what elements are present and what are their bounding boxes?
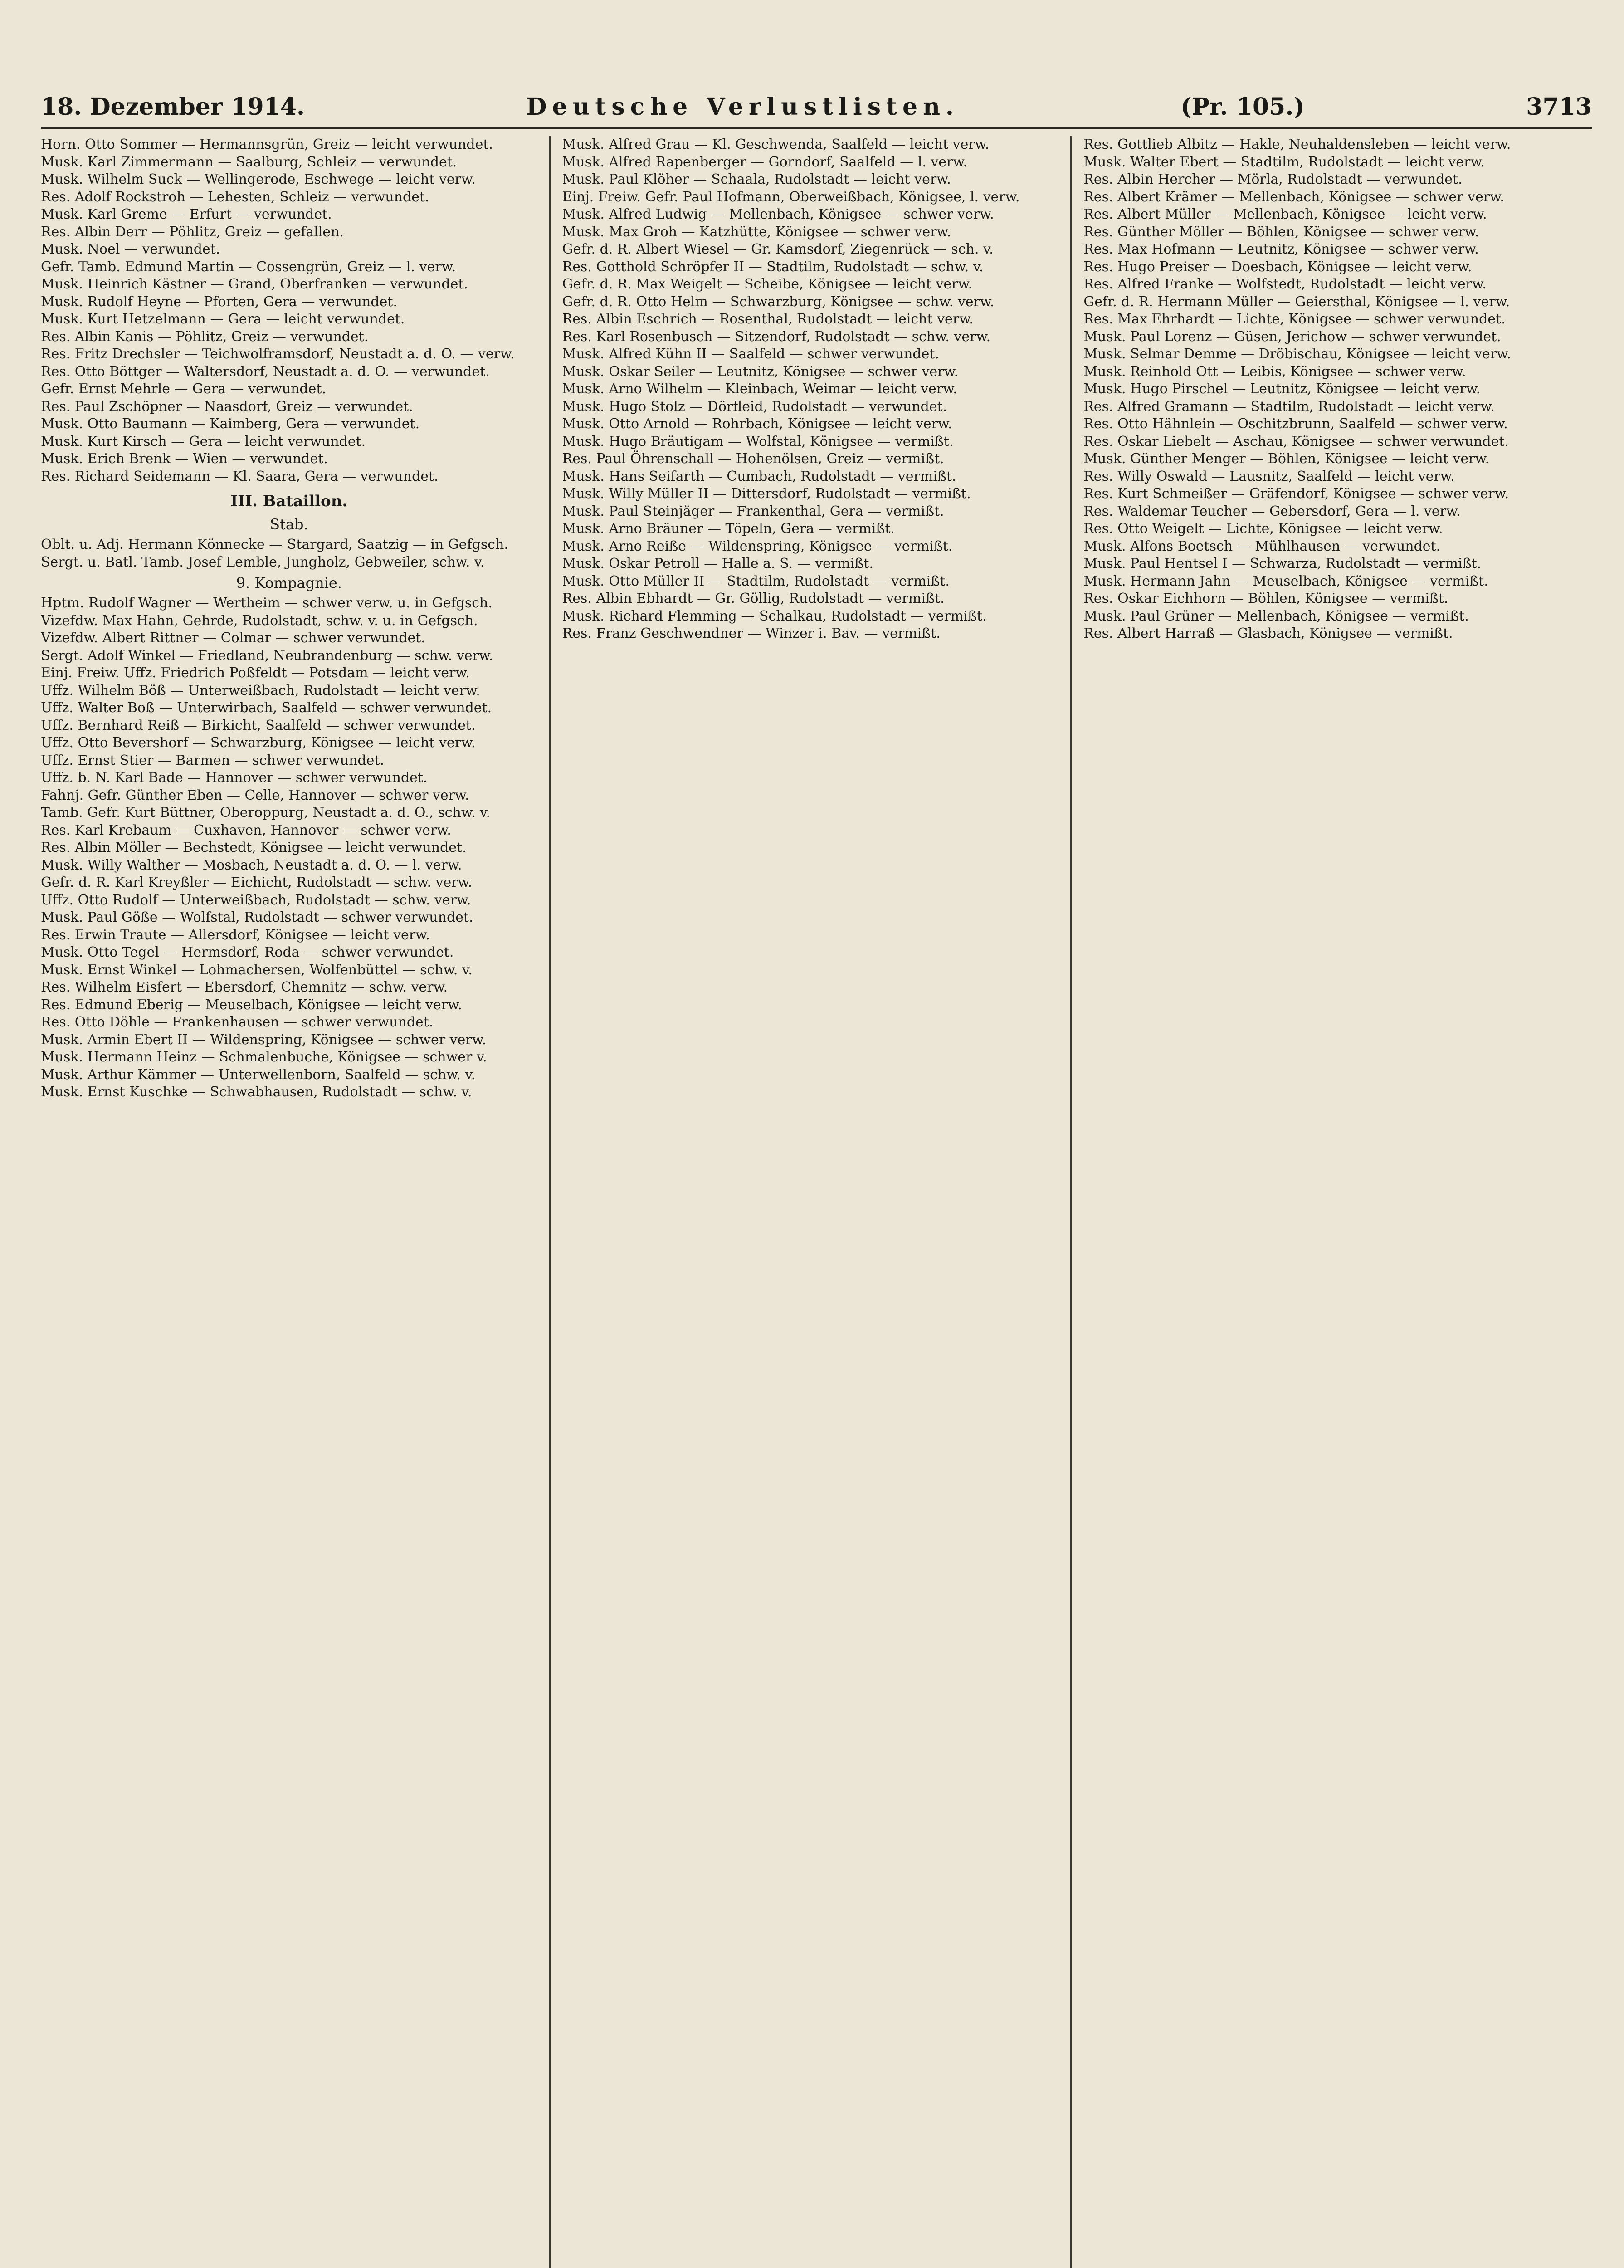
casualty-entry: Musk. Arno Bräuner — Töpeln, Gera — vermißt. <box>562 521 895 537</box>
casualty-entry: Res. Albert Harraß — Glasbach, Königsee — vermißt. <box>1083 626 1453 641</box>
casualty-entry: Res. Albin Eschrich — Rosenthal, Rudolstadt — leicht verw. <box>562 311 974 327</box>
casualty-entry: Musk. Arno Wilhelm — Kleinbach, Weimar — leicht verw. <box>562 381 957 397</box>
casualty-entry: Musk. Paul Klöher — Schaala, Rudolstadt — leicht verw. <box>562 171 951 187</box>
header-title: Deutsche Verlustlisten. <box>526 93 960 121</box>
casualty-entry: Gefr. d. R. Max Weigelt — Scheibe, Königsee — leicht verw. <box>562 276 973 292</box>
casualty-entry: Uffz. Bernhard Reiß — Birkicht, Saalfeld — schwer verwundet. <box>41 717 476 733</box>
casualty-entry: Musk. Kurt Hetzelmann — Gera — leicht verwundet. <box>41 311 405 327</box>
column-2 <box>551 136 1072 2268</box>
casualty-entry: Res. Oskar Eichhorn — Böhlen, Königsee — vermißt. <box>1083 591 1448 606</box>
casualty-entry: Musk. Willy Müller II — Dittersdorf, Rudolstadt — vermißt. <box>562 486 971 502</box>
casualty-entry: Musk. Selmar Demme — Dröbischau, Königsee — leicht verw. <box>1083 346 1511 362</box>
casualty-entry: Musk. Alfons Boetsch — Mühlhausen — verwundet. <box>1083 538 1441 554</box>
casualty-entry: Oblt. u. Adj. Hermann Könnecke — Stargard, Saatzig — in Gefgsch. <box>41 537 508 552</box>
section-subheading: Stab. <box>270 516 308 533</box>
casualty-entry: Musk. Wilhelm Suck — Wellingerode, Eschwege — leicht verw. <box>41 171 476 187</box>
casualty-entry: Musk. Ernst Kuschke — Schwabhausen, Rudolstadt — schw. v. <box>41 1084 472 1100</box>
casualty-entry: Res. Gottlieb Albitz — Hakle, Neuhaldensleben — leicht verw. <box>1083 137 1511 152</box>
casualty-entry: Musk. Alfred Rapenberger — Gorndorf, Saalfeld — l. verw. <box>562 154 968 170</box>
casualty-entry: Musk. Heinrich Kästner — Grand, Oberfranken — verwundet. <box>41 276 468 292</box>
casualty-entry: Musk. Otto Arnold — Rohrbach, Königsee — leicht verw. <box>562 416 952 432</box>
casualty-entry: Gefr. d. R. Karl Kreyßler — Eichicht, Rudolstadt — schw. verw. <box>41 875 473 890</box>
casualty-entry: Uffz. Otto Bevershorf — Schwarzburg, Königsee — leicht verw. <box>41 735 476 751</box>
casualty-entry: Res. Günther Möller — Böhlen, Königsee — schwer verw. <box>1083 224 1479 240</box>
casualty-entry: Musk. Noel — verwundet. <box>41 241 220 257</box>
casualty-entry: Res. Hugo Preiser — Doesbach, Königsee — leicht verw. <box>1083 259 1472 275</box>
column-3 <box>1072 136 1592 2268</box>
casualty-entry: Musk. Karl Greme — Erfurt — verwundet. <box>41 206 332 222</box>
casualty-entry: Res. Otto Döhle — Frankenhausen — schwer verwundet. <box>41 1014 434 1030</box>
casualty-entry: Musk. Paul Lorenz — Güsen, Jerichow — schwer verwundet. <box>1083 328 1501 345</box>
casualty-entry: Einj. Freiw. Gefr. Paul Hofmann, Oberweißbach, Königsee, l. verw. <box>562 189 1020 205</box>
casualty-entry: Einj. Freiw. Uffz. Friedrich Poßfeldt — Potsdam — leicht verw. <box>41 665 470 681</box>
casualty-entry: Musk. Kurt Kirsch — Gera — leicht verwundet. <box>41 433 366 450</box>
casualty-entry: Res. Oskar Liebelt — Aschau, Königsee — schwer verwundet. <box>1083 433 1509 450</box>
casualty-entry: Musk. Hermann Heinz — Schmalenbuche, Königsee — schwer v. <box>41 1049 487 1065</box>
casualty-entry: Gefr. d. R. Hermann Müller — Geiersthal, Königsee — l. verw. <box>1083 293 1510 310</box>
casualty-entry: Musk. Erich Brenk — Wien — verwundet. <box>41 451 328 467</box>
casualty-entry: Res. Wilhelm Eisfert — Ebersdorf, Chemnitz — schw. verw. <box>41 979 448 995</box>
casualty-entry: Sergt. Adolf Winkel — Friedland, Neubrandenburg — schw. verw. <box>41 647 493 664</box>
page-header <box>41 86 1592 129</box>
casualty-entry: Res. Edmund Eberig — Meuselbach, Königsee — leicht verw. <box>41 997 462 1013</box>
casualty-entry: Musk. Hugo Stolz — Dörfleid, Rudolstadt — verwundet. <box>562 398 947 415</box>
casualty-entry: Uffz. Otto Rudolf — Unterweißbach, Rudolstadt — schw. verw. <box>41 892 471 908</box>
casualty-entry: Res. Waldemar Teucher — Gebersdorf, Gera — l. verw. <box>1083 503 1461 519</box>
casualty-entry: Musk. Arno Reiße — Wildenspring, Königsee — vermißt. <box>562 538 953 554</box>
casualty-entry: Uffz. Wilhelm Böß — Unterweißbach, Rudolstadt — leicht verw. <box>41 682 480 699</box>
casualty-entry: Musk. Richard Flemming — Schalkau, Rudolstadt — vermißt. <box>562 608 987 624</box>
casualty-entry: Res. Otto Hähnlein — Oschitzbrunn, Saalfeld — schwer verw. <box>1083 416 1508 432</box>
casualty-entry: Musk. Oskar Petroll — Halle a. S. — vermißt. <box>562 556 873 572</box>
text-columns <box>41 136 1592 2268</box>
casualty-entry: Hptm. Rudolf Wagner — Wertheim — schwer verw. u. in Gefgsch. <box>41 595 493 611</box>
casualty-entry: Musk. Alfred Grau — Kl. Geschwenda, Saalfeld — leicht verw. <box>562 137 990 152</box>
casualty-entry: Musk. Otto Baumann — Kaimberg, Gera — verwundet. <box>41 416 420 432</box>
casualty-entry: Res. Adolf Rockstroh — Lehesten, Schleiz — verwundet. <box>41 189 429 205</box>
casualty-entry: Musk. Otto Tegel — Hermsdorf, Roda — schwer verwundet. <box>41 944 454 960</box>
casualty-entry: Musk. Hans Seifarth — Cumbach, Rudolstadt — vermißt. <box>562 468 956 484</box>
casualty-entry: Gefr. Tamb. Edmund Martin — Cossengrün, Greiz — l. verw. <box>41 259 456 275</box>
casualty-entry: Musk. Rudolf Heyne — Pforten, Gera — verwundet. <box>41 293 397 310</box>
casualty-entry: Res. Max Hofmann — Leutnitz, Königsee — schwer verw. <box>1083 241 1479 257</box>
casualty-entry: Musk. Günther Menger — Böhlen, Königsee — leicht verw. <box>1083 451 1490 467</box>
casualty-entry: Musk. Otto Müller II — Stadtilm, Rudolstadt — vermißt. <box>562 573 950 589</box>
casualty-entry: Musk. Paul Göße — Wolfstal, Rudolstadt — schwer verwundet. <box>41 909 473 925</box>
section-heading: III. Bataillon. <box>230 492 348 510</box>
casualty-entry: Musk. Reinhold Ott — Leibis, Königsee — schwer verw. <box>1083 363 1466 380</box>
casualty-entry: Res. Alfred Franke — Wolfstedt, Rudolstadt — leicht verw. <box>1083 276 1487 292</box>
header-page-number: 3713 <box>1526 93 1592 121</box>
header-issue: (Pr. 105.) <box>1180 93 1305 121</box>
casualty-entry: Musk. Alfred Kühn II — Saalfeld — schwer verwundet. <box>562 346 939 362</box>
casualty-entry: Res. Albin Ebhardt — Gr. Göllig, Rudolstadt — vermißt. <box>562 591 945 606</box>
casualty-entry: Uffz. Ernst Stier — Barmen — schwer verwundet. <box>41 752 385 768</box>
casualty-entry: Res. Karl Rosenbusch — Sitzendorf, Rudolstadt — schw. verw. <box>562 328 991 345</box>
casualty-entry: Musk. Willy Walther — Mosbach, Neustadt a. d. O. — l. verw. <box>41 857 462 873</box>
casualty-entry: Musk. Oskar Seiler — Leutnitz, Königsee — schwer verw. <box>562 363 959 380</box>
casualty-entry: Res. Paul Öhrenschall — Hohenölsen, Greiz — vermißt. <box>562 451 944 467</box>
casualty-entry: Res. Albin Kanis — Pöhlitz, Greiz — verwundet. <box>41 328 369 345</box>
casualty-entry: Musk. Arthur Kämmer — Unterwellenborn, Saalfeld — schw. v. <box>41 1066 476 1083</box>
casualty-entry: Musk. Walter Ebert — Stadtilm, Rudolstadt — leicht verw. <box>1083 154 1485 170</box>
header-date: 18. Dezember 1914. <box>41 93 305 121</box>
casualty-entry: Res. Max Ehrhardt — Lichte, Königsee — schwer verwundet. <box>1083 311 1506 327</box>
casualty-entry: Res. Karl Krebaum — Cuxhaven, Hannover — schwer verw. <box>41 822 451 838</box>
casualty-entry: Musk. Hugo Bräutigam — Wolfstal, Königsee — vermißt. <box>562 433 954 450</box>
casualty-entry: Sergt. u. Batl. Tamb. Josef Lemble, Jungholz, Gebweiler, schw. v. <box>41 554 485 570</box>
casualty-entry: Res. Willy Oswald — Lausnitz, Saalfeld — leicht verw. <box>1083 468 1455 484</box>
casualty-entry: Musk. Paul Hentsel I — Schwarza, Rudolstadt — vermißt. <box>1083 556 1482 572</box>
casualty-entry: Gefr. d. R. Albert Wiesel — Gr. Kamsdorf, Ziegenrück — sch. v. <box>562 241 994 257</box>
casualty-entry: Res. Paul Zschöpner — Naasdorf, Greiz — verwundet. <box>41 398 413 415</box>
casualty-entry: Musk. Paul Grüner — Mellenbach, Königsee — vermißt. <box>1083 608 1469 624</box>
casualty-entry: Vizefdw. Albert Rittner — Colmar — schwer verwundet. <box>41 630 425 646</box>
casualty-entry: Gefr. d. R. Otto Helm — Schwarzburg, Königsee — schw. verw. <box>562 293 995 310</box>
casualty-entry: Res. Gotthold Schröpfer II — Stadtilm, Rudolstadt — schw. v. <box>562 259 984 275</box>
casualty-entry: Musk. Hermann Jahn — Meuselbach, Königsee — vermißt. <box>1083 573 1488 589</box>
casualty-entry: Musk. Armin Ebert II — Wildenspring, Königsee — schwer verw. <box>41 1031 487 1048</box>
casualty-entry: Horn. Otto Sommer — Hermannsgrün, Greiz — leicht verwundet. <box>41 137 493 152</box>
casualty-entry: Res. Kurt Schmeißer — Gräfendorf, Königsee — schwer verw. <box>1083 486 1509 502</box>
casualty-entry: Gefr. Ernst Mehrle — Gera — verwundet. <box>41 381 326 397</box>
casualty-entry: Musk. Ernst Winkel — Lohmachersen, Wolfenbüttel — schw. v. <box>41 962 473 978</box>
casualty-entry: Res. Albin Hercher — Mörla, Rudolstadt — verwundet. <box>1083 171 1463 187</box>
casualty-entry: Fahnj. Gefr. Günther Eben — Celle, Hannover — schwer verw. <box>41 787 469 803</box>
casualty-entry: Res. Albin Möller — Bechstedt, Königsee — leicht verwundet. <box>41 840 467 855</box>
casualty-entry: Tamb. Gefr. Kurt Büttner, Oberoppurg, Neustadt a. d. O., schw. v. <box>41 805 490 821</box>
casualty-entry: Musk. Paul Steinjäger — Frankenthal, Gera — vermißt. <box>562 503 944 519</box>
casualty-entry: Res. Alfred Gramann — Stadtilm, Rudolstadt — leicht verw. <box>1083 398 1495 415</box>
section-subheading: 9. Kompagnie. <box>236 574 342 591</box>
casualty-entry: Res. Otto Weigelt — Lichte, Königsee — leicht verw. <box>1083 521 1443 537</box>
column-1 <box>41 136 551 2268</box>
casualty-entry: Res. Franz Geschwendner — Winzer i. Bav. — vermißt. <box>562 626 941 641</box>
casualty-entry: Res. Albert Müller — Mellenbach, Königsee — leicht verw. <box>1083 206 1487 222</box>
casualty-entry: Musk. Hugo Pirschel — Leutnitz, Königsee — leicht verw. <box>1083 381 1481 397</box>
casualty-entry: Res. Richard Seidemann — Kl. Saara, Gera — verwundet. <box>41 468 439 484</box>
casualty-entry: Musk. Karl Zimmermann — Saalburg, Schleiz — verwundet. <box>41 154 457 170</box>
casualty-entry: Uffz. Walter Boß — Unterwirbach, Saalfeld — schwer verwundet. <box>41 700 492 716</box>
casualty-entry: Musk. Max Groh — Katzhütte, Königsee — schwer verw. <box>562 224 951 240</box>
casualty-entry: Res. Otto Böttger — Waltersdorf, Neustadt a. d. O. — verwundet. <box>41 363 490 380</box>
casualty-entry: Res. Albert Krämer — Mellenbach, Königsee — schwer verw. <box>1083 189 1504 205</box>
casualty-entry: Uffz. b. N. Karl Bade — Hannover — schwer verwundet. <box>41 770 428 786</box>
casualty-entry: Res. Erwin Traute — Allersdorf, Königsee — leicht verw. <box>41 927 430 943</box>
casualty-entry: Vizefdw. Max Hahn, Gehrde, Rudolstadt, schw. v. u. in Gefgsch. <box>41 612 478 629</box>
casualty-entry: Res. Albin Derr — Pöhlitz, Greiz — gefallen. <box>41 224 344 240</box>
casualty-entry: Res. Fritz Drechsler — Teichwolframsdorf, Neustadt a. d. O. — verw. <box>41 346 515 362</box>
casualty-entry: Musk. Alfred Ludwig — Mellenbach, Königsee — schwer verw. <box>562 206 994 222</box>
